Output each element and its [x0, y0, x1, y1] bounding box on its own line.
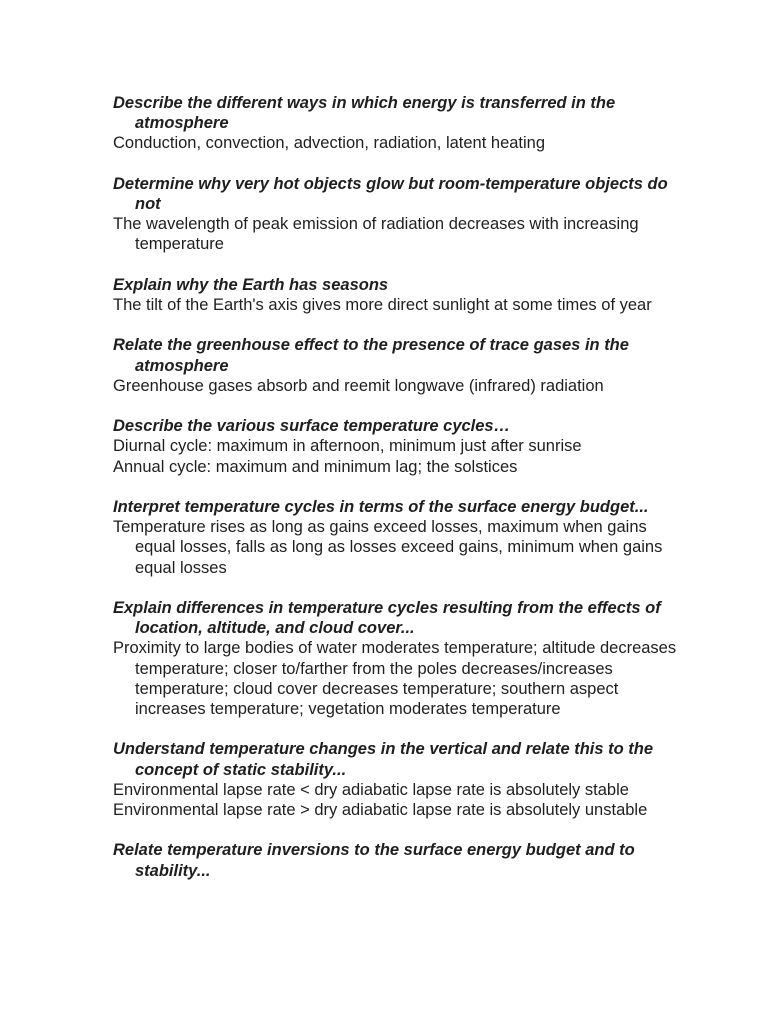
section-heading: Explain why the Earth has seasons	[113, 275, 389, 294]
section-greenhouse-effect	[113, 335, 688, 396]
section-cycle-differences	[113, 598, 688, 719]
section-answer: Temperature rises as long as gains exceed losses, maximum when gains equal losses, falls as long as losses exceed gains, minimum when gains equal losses	[113, 518, 663, 577]
section-heading: Understand temperature changes in the vertical and relate this to the concept of static stability...	[113, 740, 654, 779]
section-heading: Explain differences in temperature cycles resulting from the effects of location, altitude, and cloud cover...	[113, 598, 661, 638]
section-answer: Annual cycle: maximum and minimum lag; the solstices	[113, 457, 518, 476]
section-answer: The wavelength of peak emission of radiation decreases with increasing temperature	[113, 215, 639, 254]
section-heading: Relate temperature inversions to the surface energy budget and to stability...	[113, 841, 635, 880]
section-answer: Environmental lapse rate < dry adiabatic lapse rate is absolutely stable	[113, 780, 629, 799]
section-answer: Proximity to large bodies of water moderates temperature; altitude decreases temperature; closer to/farther from the poles decreases/increases temperature; cloud cover decreases temperature; southern aspect increases temperature; vegetation moderates temperature	[113, 639, 677, 718]
section-static-stability	[113, 739, 688, 820]
section-heading: Describe the different ways in which energy is transferred in the atmosphere	[113, 94, 616, 133]
section-energy-budget	[113, 497, 688, 578]
section-energy-transfer	[113, 93, 688, 154]
section-answer: Conduction, convection, advection, radiation, latent heating	[113, 134, 546, 153]
document-page	[113, 93, 688, 901]
section-seasons	[113, 275, 688, 315]
section-heading: Relate the greenhouse effect to the presence of trace gases in the atmosphere	[113, 336, 629, 375]
section-temperature-inversions	[113, 840, 688, 880]
section-glowing-objects	[113, 174, 688, 255]
section-temperature-cycles	[113, 416, 688, 477]
section-heading: Interpret temperature cycles in terms of the surface energy budget...	[113, 497, 649, 516]
section-answer: The tilt of the Earth's axis gives more direct sunlight at some times of year	[113, 296, 652, 314]
section-heading: Describe the various surface temperature cycles…	[113, 417, 511, 436]
section-answer: Diurnal cycle: maximum in afternoon, minimum just after sunrise	[113, 437, 582, 456]
section-answer: Greenhouse gases absorb and reemit longwave (infrared) radiation	[113, 376, 604, 395]
section-answer: Environmental lapse rate > dry adiabatic lapse rate is absolutely unstable	[113, 801, 648, 819]
section-heading: Determine why very hot objects glow but room-temperature objects do not	[113, 174, 668, 213]
